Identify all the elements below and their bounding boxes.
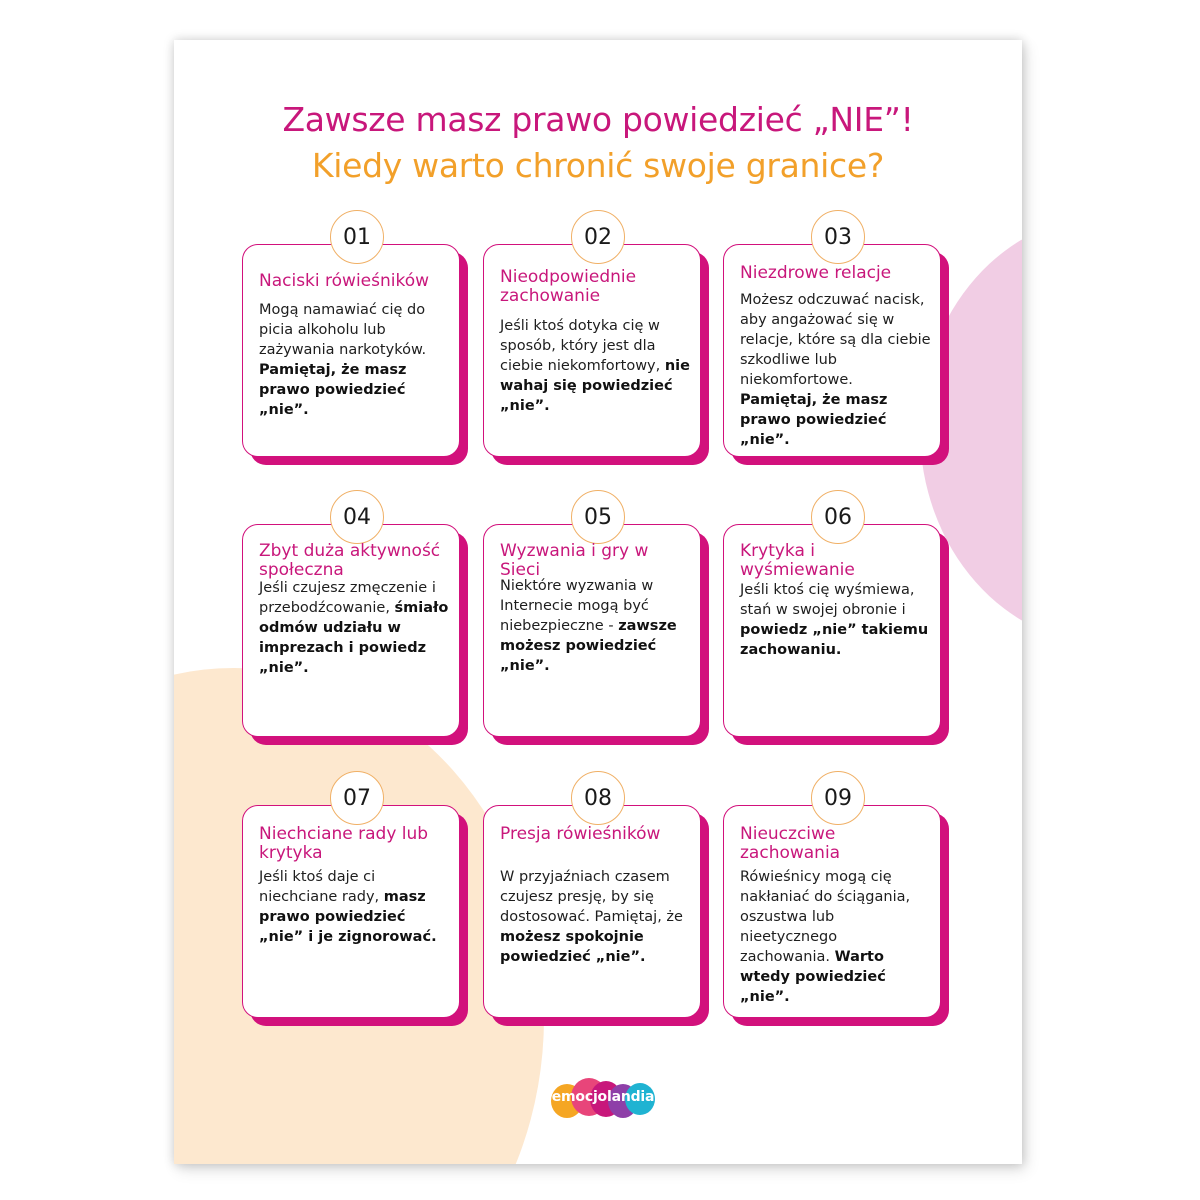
- card-body: [740, 867, 931, 1007]
- card-07: [242, 785, 460, 1018]
- card-body-text: Jeśli ktoś cię wyśmiewa, stań w swojej obronie i: [740, 582, 915, 618]
- card-title: Nieuczciwe zachowania: [740, 824, 841, 863]
- card-title: Nieodpowiednie zachowanie: [500, 267, 637, 306]
- card-body-emphasis: możesz spokojnie powiedzieć „nie”.: [500, 929, 646, 965]
- card-number-badge: 03: [811, 210, 865, 264]
- card-number-badge: 05: [571, 490, 625, 544]
- card-06: [723, 504, 941, 737]
- card-01: [242, 224, 460, 457]
- card-title: Wyzwania i gry w Sieci: [500, 541, 649, 580]
- emocjolandia-logo: [551, 1077, 655, 1123]
- card-body-text: Niektóre wyzwania w Internecie mogą być niebezpieczne -: [500, 578, 654, 634]
- logo-text: emocjolandia: [551, 1089, 655, 1105]
- card-number-badge: 09: [811, 771, 865, 825]
- card-05: [483, 504, 701, 737]
- card-title: Zbyt duża aktywność społeczna: [259, 541, 441, 580]
- card-09: [723, 785, 941, 1018]
- card-body-emphasis: zawsze możesz powiedzieć „nie”.: [500, 618, 677, 674]
- card-number-badge: 01: [330, 210, 384, 264]
- card-body: [740, 290, 931, 450]
- card-title: Niechciane rady lub krytyka: [259, 824, 429, 863]
- card-body: [500, 316, 691, 416]
- card-body-emphasis: śmiało odmów udziału w imprezach i powiedz „nie”.: [259, 600, 449, 676]
- card-body-emphasis: masz prawo powiedzieć „nie” i je zignorować.: [259, 889, 437, 945]
- card-body-text: Możesz odczuwać nacisk, aby angażować się w relacje, które są dla ciebie szkodliwe lub niekomfortowe.: [740, 292, 931, 388]
- card-body-text: W przyjaźniach czasem czujesz presję, by się dostosować. Pamiętaj, że: [500, 869, 683, 925]
- card-number-badge: 04: [330, 490, 384, 544]
- card-body: [500, 576, 691, 676]
- card-02: [483, 224, 701, 457]
- card-body-emphasis: powiedz „nie” takiemu zachowaniu.: [740, 622, 929, 658]
- card-body-emphasis: nie wahaj się powiedzieć „nie”.: [500, 358, 690, 414]
- card-title: Naciski rówieśników: [259, 271, 430, 291]
- card-body-text: Jeśli ktoś dotyka cię w sposób, który jest dla ciebie niekomfortowy,: [500, 318, 665, 374]
- card-08: [483, 785, 701, 1018]
- card-body-emphasis: Pamiętaj, że masz prawo powiedzieć „nie”.: [740, 392, 888, 448]
- card-body: [259, 300, 450, 420]
- card-number-badge: 08: [571, 771, 625, 825]
- card-body-emphasis: Pamiętaj, że masz prawo powiedzieć „nie”.: [259, 362, 407, 418]
- card-title: Krytyka i wyśmiewanie: [740, 541, 855, 580]
- poster: [174, 40, 1022, 1164]
- card-03: [723, 224, 941, 457]
- card-title: Niezdrowe relacje: [740, 263, 892, 283]
- card-body-text: Jeśli czujesz zmęczenie i przebodźcowanie,: [259, 580, 436, 616]
- card-body: [740, 580, 931, 660]
- card-body-emphasis: Warto wtedy powiedzieć „nie”.: [740, 949, 886, 1005]
- card-body: [500, 867, 691, 967]
- card-body-text: Mogą namawiać cię do picia alkoholu lub zażywania narkotyków.: [259, 302, 427, 358]
- poster-subtitle: Kiedy warto chronić swoje granice?: [311, 146, 885, 185]
- poster-title: Zawsze masz prawo powiedzieć „NIE”!: [282, 100, 914, 139]
- card-body: [259, 867, 450, 947]
- card-number-badge: 06: [811, 490, 865, 544]
- card-title: Presja rówieśników: [500, 824, 661, 844]
- card-body-text: Jeśli ktoś daje ci niechciane rady,: [259, 869, 384, 905]
- card-body: [259, 578, 450, 678]
- card-04: [242, 504, 460, 737]
- card-body-text: Rówieśnicy mogą cię nakłaniać do ściągania, oszustwa lub nieetycznego zachowania.: [740, 869, 911, 965]
- card-number-badge: 02: [571, 210, 625, 264]
- card-number-badge: 07: [330, 771, 384, 825]
